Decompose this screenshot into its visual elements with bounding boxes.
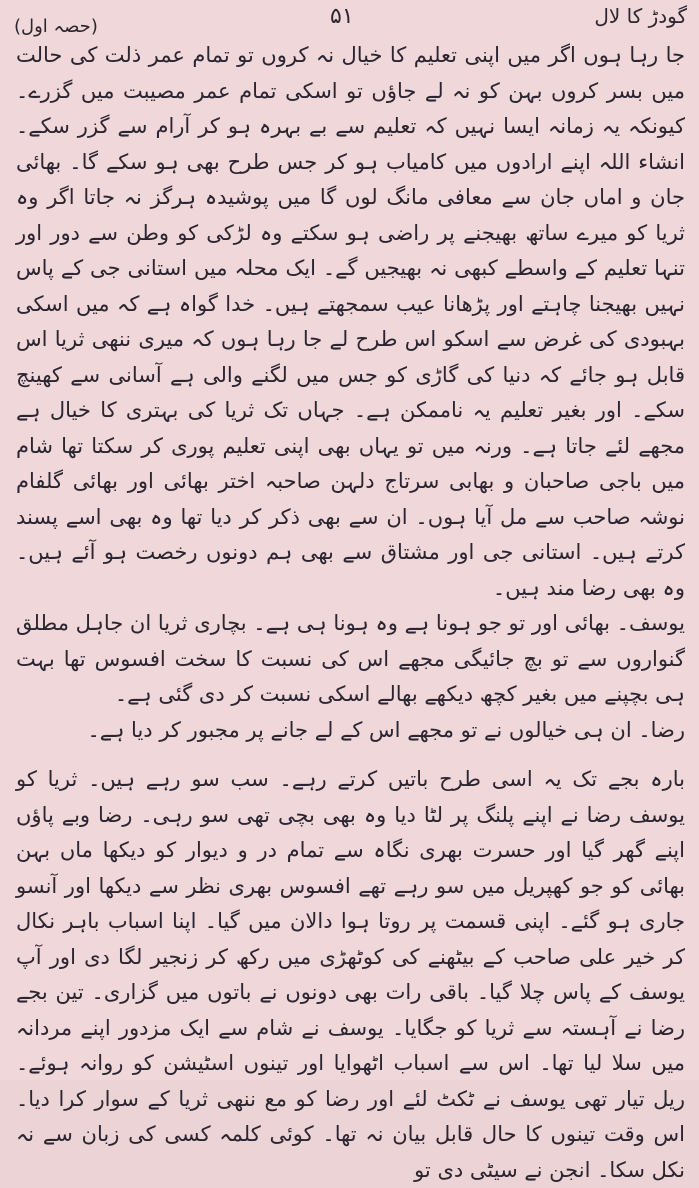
- page-number: ۵۱: [330, 4, 354, 29]
- book-title: گودڑ کا لال: [594, 4, 687, 28]
- paragraph-yusuf: یوسف۔ بھائی اور تو جو ہونا ہے وہ ہونا ہی ہے۔ بچاری ثریا ان جاہل مطلق گنواروں سے تو بچ جائیگی مجھے اس کی نسبت کا سخت افسوس تھا بہت ہی بچپنے میں بغیر کچھ دیکھے بھالے اسکی نسبت کر دی گئی ہے۔: [16, 611, 685, 706]
- paragraph-narration: بارہ بجے تک یہ اسی طرح باتیں کرتے رہے۔ سب سو رہے ہیں۔ ثریا کو یوسف رضا نے اپنے پلنگ پر لٹا دیا وہ بھی بچی تھی سو رہی۔ رضا وبے پاؤں اپنے گھر گیا اور حسرت بھری نگاہ سے تمام در و دیوار کو دیکھا ماں بہن بھائی کو جو کھپریل میں سو رہے تھے افسوس بھری نظر سے دیکھا اور آنسو جاری ہو گئے۔ اپنی قسمت پر روتا ہوا دالان میں گیا۔ اپنا اسباب باہر نکال کر خیر علی صاحب کے بیٹھنے کی کوٹھڑی میں رکھ کر زنجیر لگا دی اور آپ یوسف کے پاس چلا گیا۔ باقی رات بھی دونوں نے باتوں میں گزاری۔ تین بجے رضا نے آہستہ سے ثریا کو جگایا۔ یوسف نے شام سے ایک مزدور اپنے مردانہ میں سلا لیا تھا۔ اس سے اسباب اٹھوایا اور تینوں اسٹیشن کو روانہ ہوئے۔ ریل تیار تھی یوسف نے ٹکٹ لئے اور رضا کو مع ننھی ثریا کے سوار کرا دیا۔ اس وقت تینوں کا حال قابل بیان نہ تھا۔ کوئی کلمہ کسی کی زبان سے نہ نکل سکا۔ انجن نے سیٹی دی تو: [16, 767, 685, 1182]
- paragraph-gap: [16, 748, 685, 762]
- section-label: (حصہ اول): [14, 16, 98, 37]
- paragraph-raza: رضا۔ ان ہی خیالوں نے تو مجھے اس کے لے جانے پر مجبور کر دیا ہے۔: [87, 717, 685, 742]
- paragraph-letter: جا رہا ہوں اگر میں اپنی تعلیم کا خیال نہ کروں تو تمام عمر ذلت کی حالت میں بسر کروں بہن کو نہ لے جاؤں تو اسکی تمام عمر مصیبت میں گزرے۔ کیونکہ یہ زمانہ ایسا نہیں کہ تعلیم سے بے بہرہ ہو کر آرام سے گزر سکے۔ انشاء اللہ اپنے ارادوں میں کامیاب ہو کر جس طرح بھی ہو سکے گا۔ بھائی جان و اماں جان سے معافی مانگ لوں گا میں پوشیدہ ہرگز نہ جاتا اگر وہ ثریا کو میرے ساتھ بھیجنے پر راضی ہو سکتے وہ لڑکی کو وطن سے دور اور تنہا تعلیم کے واسطے کبھی نہ بھیجیں گے۔ ایک محلہ میں استانی جی کے پاس نہیں بھیجنا چاہتے اور پڑھانا عیب سمجھتے ہیں۔ خدا گواہ ہے کہ میں اسکی بہبودی کی غرض سے اسکو اس طرح لے جا رہا ہوں کہ میری ننھی ثریا اس قابل ہو جائے کہ دنیا کی گاڑی کو جس میں لگنے والی ہے آسانی سے کھینچ سکے۔ اور بغیر تعلیم یہ ناممکن ہے۔ جہاں تک ثریا کی بہتری کا خیال ہے مجھے لئے جاتا ہے۔ ورنہ میں تو یہاں بھی اپنی تعلیم پوری کر سکتا تھا شام میں باجی صاحبان و بھابی سرتاج دلہن صاحبہ اختر بھائی اور بھائی گلفام نوشہ صاحب سے مل آیا ہوں۔ ان سے بھی ذکر کر دیا تھا وہ بھی اسے پسند کرتے ہیں۔ استانی جی اور مشتاق سے بھی ہم دونوں رخصت ہو آئے ہیں۔ وہ بھی رضا مند ہیں۔: [16, 43, 685, 600]
- page-header: [0, 0, 699, 36]
- page-body: [16, 38, 685, 1182]
